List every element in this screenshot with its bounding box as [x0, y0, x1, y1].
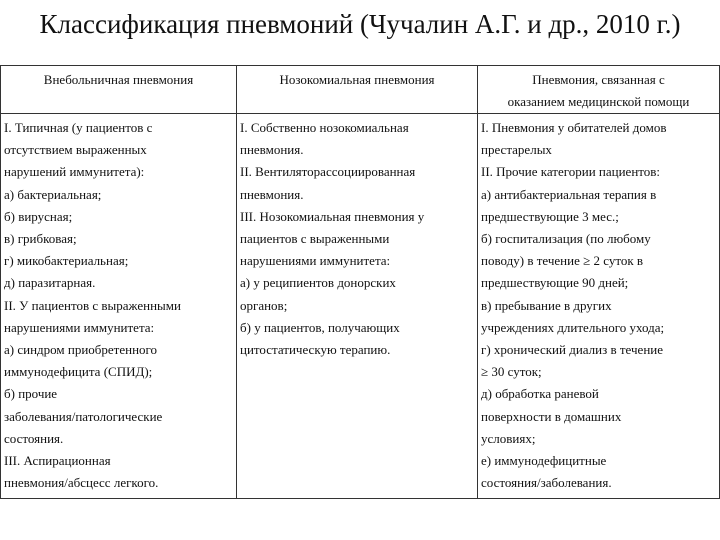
cell-line: заболевания/патологические — [4, 408, 163, 424]
cell-line: состояния/заболевания. — [481, 475, 612, 491]
column-header-community — [1, 66, 237, 114]
cell-line: в) пребывание в других — [481, 297, 612, 313]
page-title: Классификация пневмоний (Чучалин А.Г. и др., 2010 г.) — [39, 9, 681, 39]
column-header-healthcare — [478, 66, 720, 114]
cell-line: б) вирусная; — [4, 208, 73, 224]
cell-line: I. Типичная (у пациентов с — [4, 120, 153, 135]
cell-line: органов; — [240, 297, 288, 313]
cell-line: г) хронический диализ в течение — [481, 342, 663, 358]
cell-line: пневмония/абсцесс легкого. — [4, 475, 159, 491]
cell-line: поводу) в течение ≥ 2 суток в — [481, 253, 644, 269]
cell-line: а) синдром приобретенного — [4, 342, 158, 358]
header-line: Нозокомиальная пневмония — [279, 72, 435, 87]
cell-nosocomial — [237, 114, 478, 499]
cell-line: д) обработка раневой — [481, 386, 599, 402]
cell-line: II. У пациентов с выраженными — [4, 297, 181, 313]
cell-line: а) антибактериальная терапия в — [481, 186, 657, 202]
cell-line: в) грибковая; — [4, 231, 77, 247]
cell-line: III. Нозокомиальная пневмония у — [240, 208, 425, 224]
cell-line: пневмония. — [240, 186, 304, 202]
cell-line: нарушениями иммунитета: — [4, 319, 155, 335]
cell-line: иммунодефицита (СПИД); — [4, 364, 153, 380]
header-line: Внебольничная пневмония — [43, 72, 194, 87]
cell-line: поверхности в домашних — [481, 408, 622, 424]
cell-line: II. Вентиляторассоциированная — [240, 164, 416, 180]
cell-line: а) бактериальная; — [4, 186, 102, 202]
cell-line: г) микобактериальная; — [4, 253, 129, 269]
cell-line: цитостатическую терапию. — [240, 342, 391, 358]
cell-line: престарелых — [481, 142, 552, 158]
cell-line: II. Прочие категории пациентов: — [481, 164, 661, 180]
cell-line: пациентов с выраженными — [240, 231, 390, 247]
cell-line: отсутствием выраженных — [4, 142, 147, 158]
cell-line: состояния. — [4, 430, 64, 446]
cell-line: I. Пневмония у обитателей домов — [481, 120, 667, 135]
classification-table — [0, 65, 720, 499]
header-line: оказанием медицинской помощи — [507, 94, 690, 109]
cell-line: III. Аспирационная — [4, 453, 111, 469]
cell-line: нарушений иммунитета): — [4, 164, 145, 180]
cell-line: учреждениях длительного ухода; — [481, 319, 665, 335]
header-line: Пневмония, связанная с — [532, 72, 665, 87]
cell-line: д) паразитарная. — [4, 275, 96, 291]
cell-line: е) иммунодефицитные — [481, 453, 607, 469]
cell-community — [1, 114, 237, 499]
cell-line: б) прочие — [4, 386, 58, 402]
cell-line: б) у пациентов, получающих — [240, 319, 400, 335]
cell-line: б) госпитализация (по любому — [481, 231, 651, 247]
cell-line: нарушениями иммунитета: — [240, 253, 391, 269]
cell-line: пневмония. — [240, 142, 304, 158]
cell-line: I. Собственно нозокомиальная — [240, 120, 409, 135]
cell-line: предшествующие 90 дней; — [481, 275, 629, 291]
table-row — [1, 114, 720, 499]
cell-line: предшествующие 3 мес.; — [481, 208, 619, 224]
cell-line: а) у реципиентов донорских — [240, 275, 396, 291]
cell-line: ≥ 30 суток; — [481, 364, 542, 380]
table-header-row — [1, 66, 720, 114]
column-header-nosocomial — [237, 66, 478, 114]
cell-healthcare — [478, 114, 720, 499]
cell-line: условиях; — [481, 430, 536, 446]
